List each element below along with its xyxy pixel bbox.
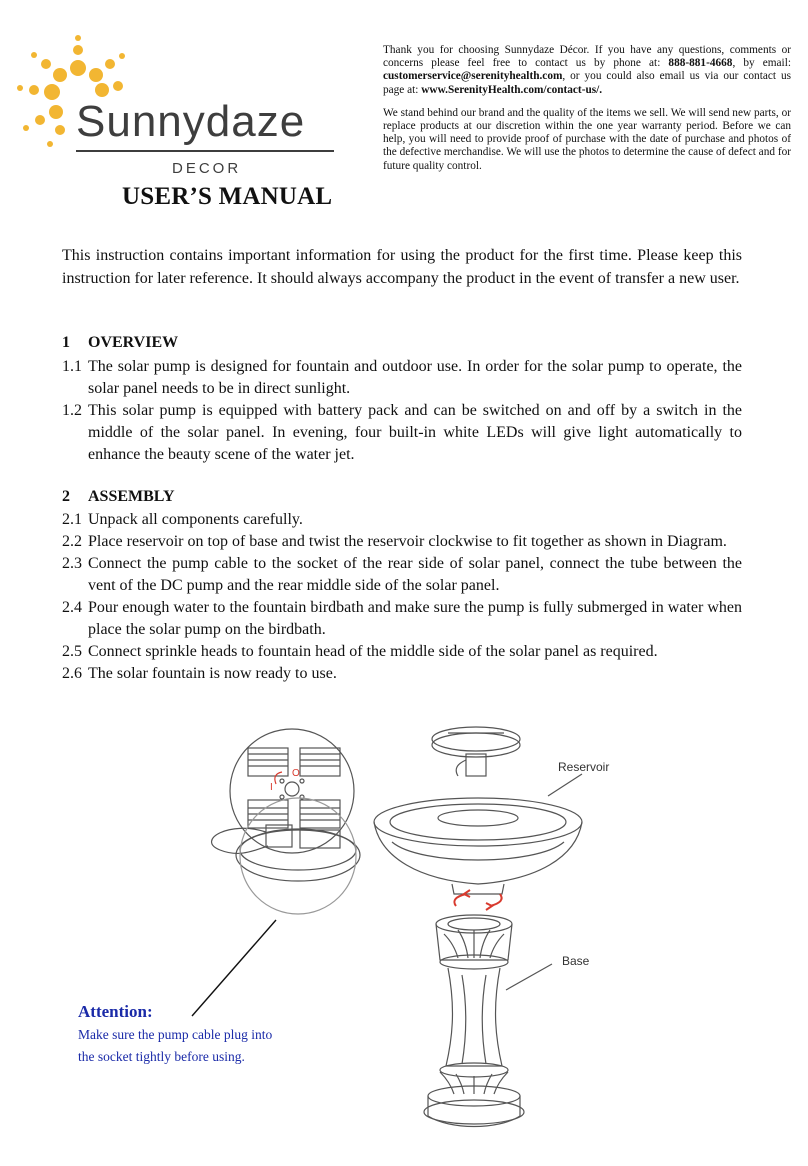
intro-paragraph: This instruction contains important information for using the product for the first time. Please keep this instruction for later reference. It should always accompany the product in the event of transfer a new user. [62, 247, 742, 287]
switch-on-label: I [270, 782, 273, 793]
overview-list [62, 356, 742, 466]
solar-top-illustration [432, 727, 520, 776]
base-illustration [424, 915, 524, 1127]
section-heading-overview: 1 OVERVIEW [62, 334, 179, 351]
base-label: Base [562, 954, 590, 968]
contact-block [383, 44, 791, 183]
attention-title: Attention: [78, 1002, 153, 1021]
list-item: 2.5 Connect sprinkle heads to fountain head of the middle side of the solar panel as required. [62, 643, 658, 660]
twist-arrows-icon [454, 890, 501, 910]
list-item: 1.2 This solar pump is equipped with battery pack and can be switched on and off by a switch in the middle of the solar panel. In evening, four built-in white LEDs will give light automatically to enhance the beauty scene of the water jet. [62, 402, 742, 463]
assembly-diagram [60, 720, 760, 1160]
pump-illustration [212, 798, 360, 914]
brand-logo [10, 30, 340, 177]
section-heading-assembly: 2 ASSEMBLY [62, 488, 175, 505]
list-item: 2.6 The solar fountain is now ready to use. [62, 665, 337, 682]
list-item: 2.1 Unpack all components carefully. [62, 511, 303, 528]
contact-url: www.SerenityHealth.com/contact-us/. [421, 83, 603, 96]
brand-sub: DECOR [172, 160, 242, 177]
warranty-paragraph: We stand behind our brand and the quality of the items we sell. We will send new parts, or replace products at our discretion within the one year warranty period. Before we can help, you will need to provide proof of purchase with the date of purchase and photos of the defective merchandise. We will use the photos to determine the cause of defect and for future quality control. [383, 106, 791, 172]
logo-underline [76, 150, 334, 152]
list-item: 2.4 Pour enough water to the fountain birdbath and make sure the pump is fully submerged in water when place the solar pump on the birdbath. [62, 599, 742, 638]
phone-number: 888-881-4668 [668, 57, 733, 70]
assembly-list [62, 509, 742, 685]
switch-off-label: O [292, 768, 300, 779]
contact-paragraph: Thank you for choosing Sunnydaze Décor. If you have any questions, comments or concerns please feel free to contact us by phone at: 888-881-4668, by email: customerservice@serenityhealth.com, or you could also email us via our contact us page at: www.SerenityHealth.com/contact-us/. [383, 44, 791, 96]
page-title: USER’S MANUAL [122, 183, 333, 210]
list-item: 2.2 Place reservoir on top of base and twist the reservoir clockwise to fit together as shown in Diagram. [62, 533, 727, 550]
brand-name: Sunnydaze [76, 97, 306, 146]
attention-text: Make sure the pump cable plug into the socket tightly before using. [78, 1027, 273, 1064]
reservoir-label: Reservoir [558, 760, 610, 774]
email-address: customerservice@serenityhealth.com [383, 70, 563, 83]
list-item: 1.1 The solar pump is designed for fountain and outdoor use. In order for the solar pump to operate, the solar panel needs to be in direct sunlight. [62, 358, 742, 397]
reservoir-illustration [374, 798, 582, 894]
list-item: 2.3 Connect the pump cable to the socket of the rear side of solar panel, connect the tube between the vent of the DC pump and the rear middle side of the solar panel. [62, 555, 742, 594]
